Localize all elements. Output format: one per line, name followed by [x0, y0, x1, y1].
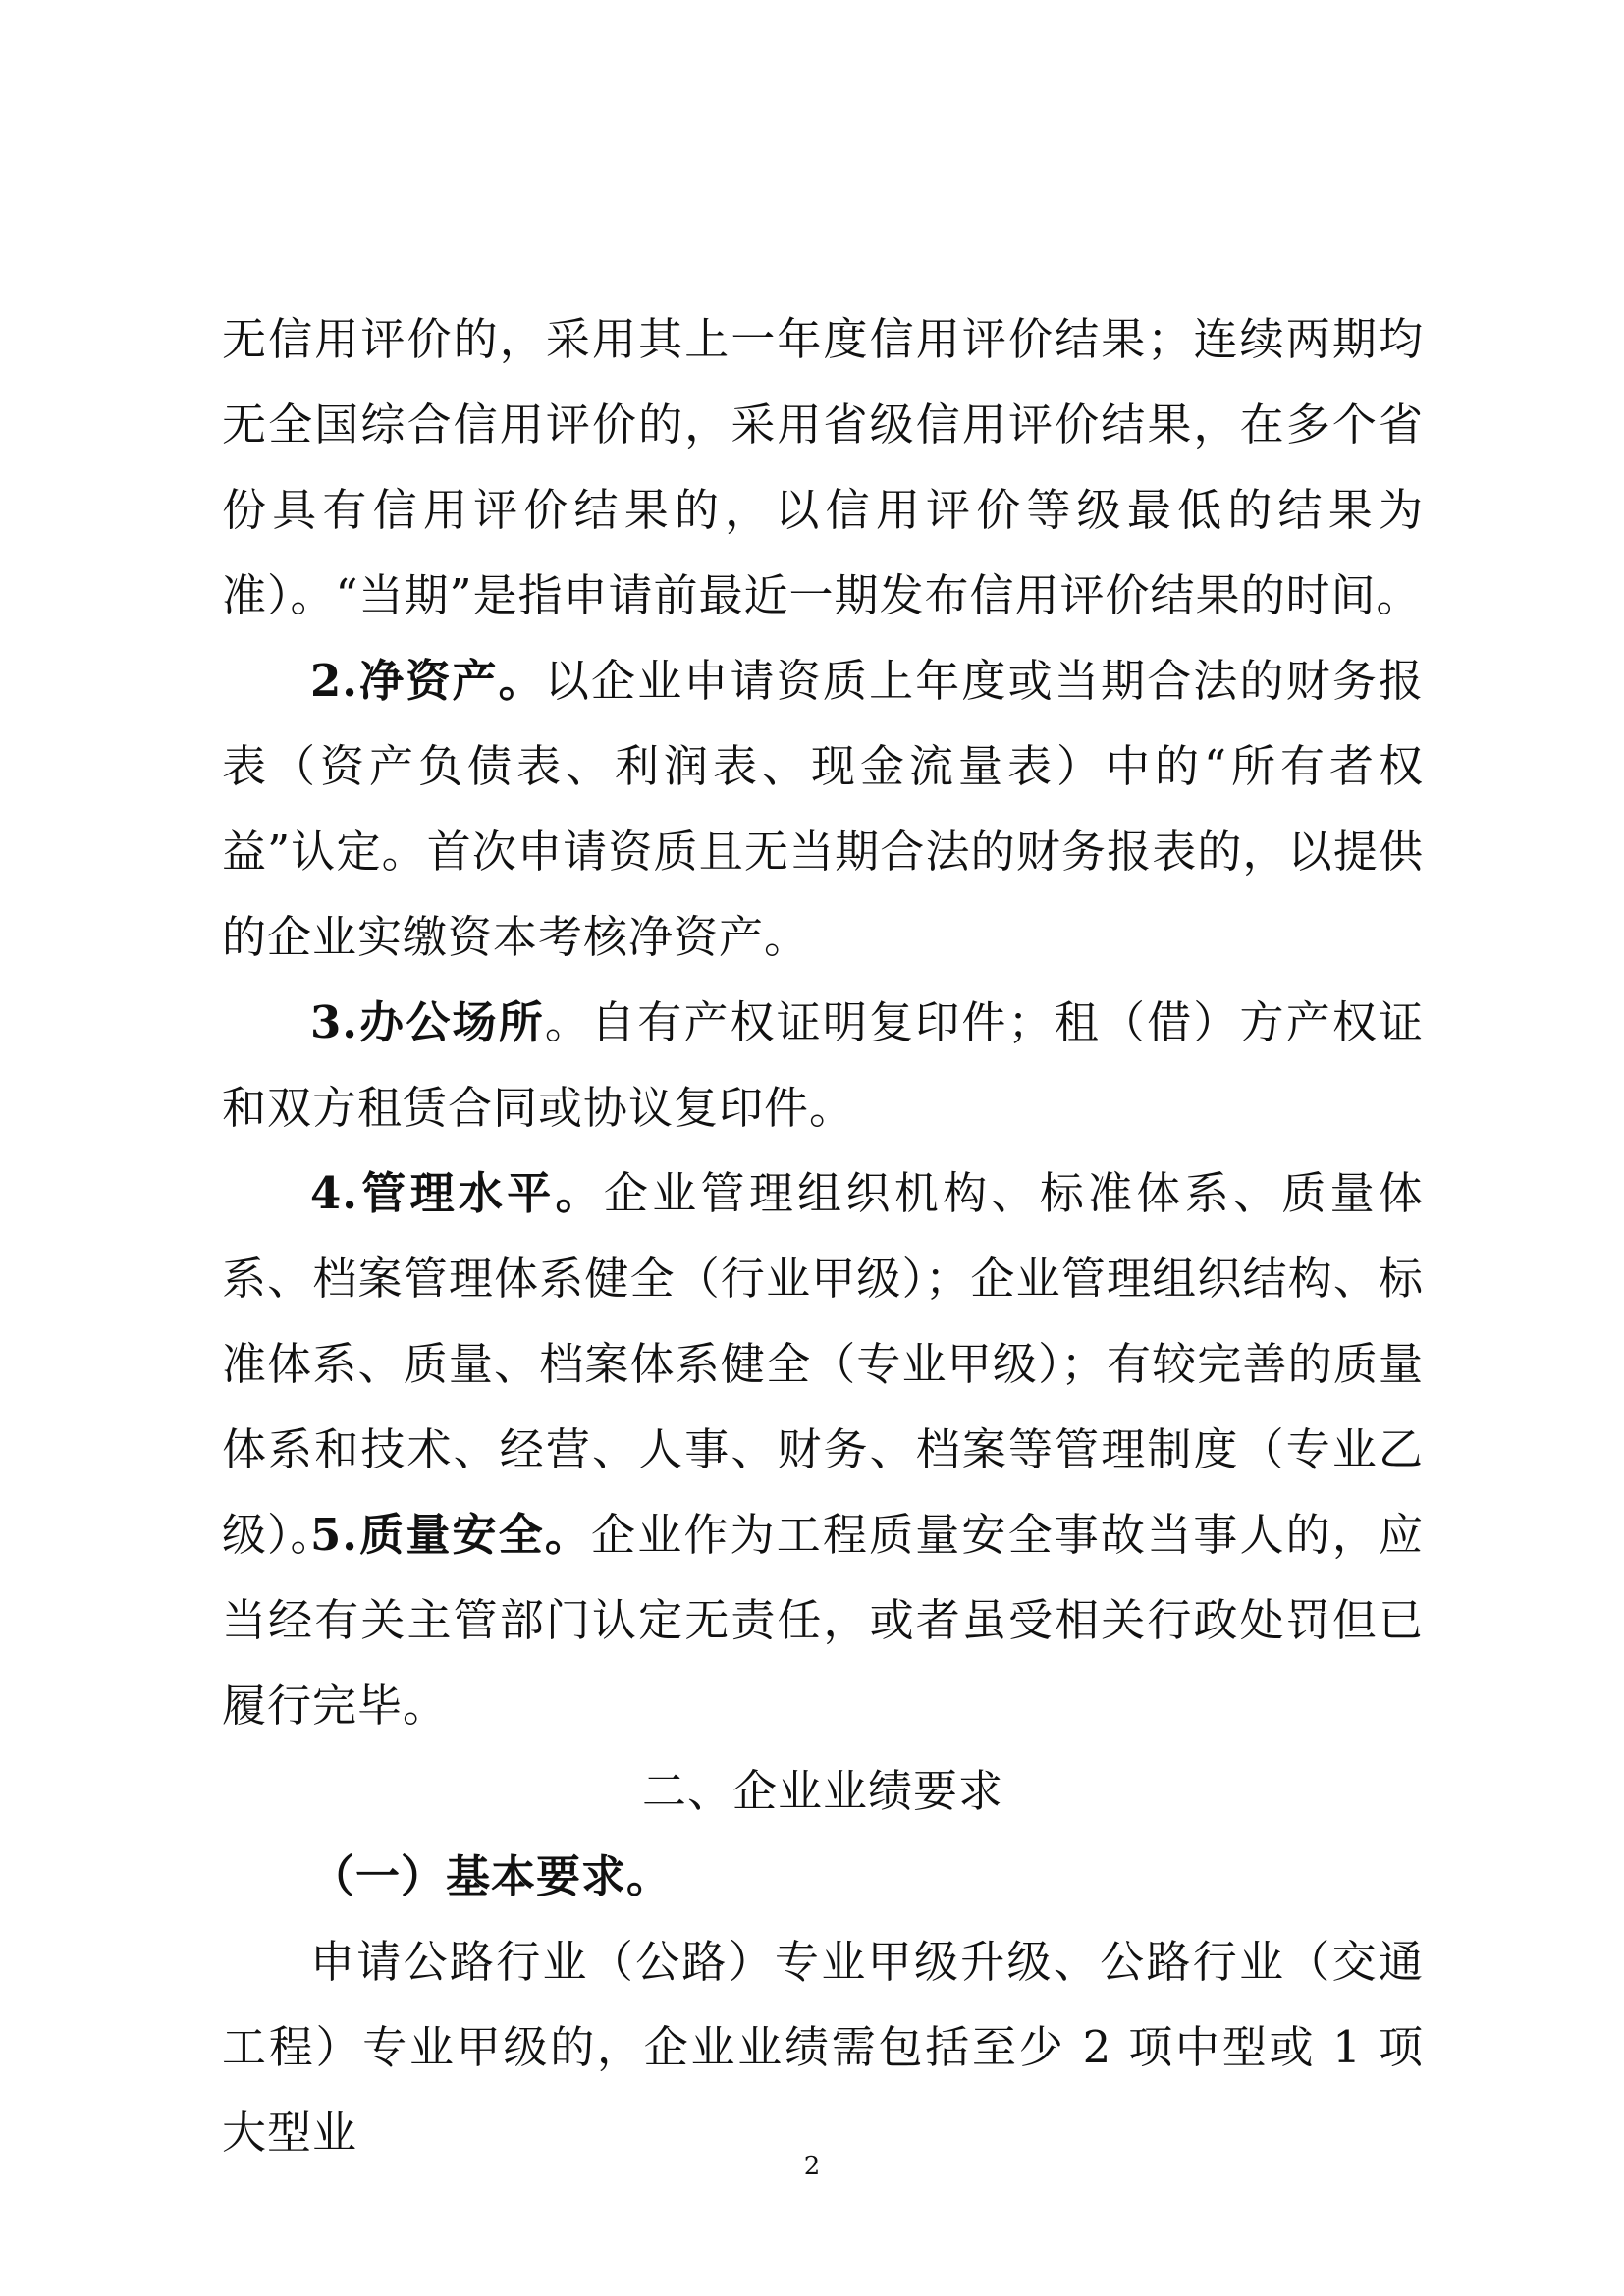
item-management-text: 企业管理组织机构、标准体系、质量体系、档案管理体系健全（行业甲级）；企业管理组织结构、标准体系、质量、档案体系健全（专业甲级）；有较完善的质量体系和技术、经营、人事、财务、档案等管理制度（专业乙级）。: [222, 1167, 1424, 1561]
page-number: 2: [803, 2152, 821, 2181]
section-heading: 二、企业业绩要求: [641, 1765, 1003, 1817]
item-net-assets: [222, 638, 1424, 980]
continued-paragraph: [222, 296, 1424, 638]
subsection-heading: （一）基本要求。: [310, 1850, 673, 1902]
final-paragraph: [222, 1919, 1424, 2175]
item-office: [222, 980, 1424, 1150]
continued-paragraph-text: 无信用评价的，采用其上一年度信用评价结果；连续两期均无全国综合信用评价的，采用省级信用评价结果，在多个省份具有信用评价结果的，以信用评价等级最低的结果为准）。“当期”是指申请前最近一期发布信用评价结果的时间。: [222, 313, 1424, 621]
item-quality-safety-title: 5.质量安全。: [310, 1509, 592, 1561]
item-management-title: 4.管理水平。: [310, 1167, 604, 1219]
final-paragraph-text: 申请公路行业（公路）专业甲级升级、公路行业（交通工程）专业甲级的，企业业绩需包括至少 2 项中型或 1 项大型业: [222, 1936, 1424, 2159]
item-quality-safety: [222, 1492, 1424, 1748]
item-office-text: 。自有产权证明复印件；租（借）方产权证和双方租赁合同或协议复印件。: [222, 996, 1424, 1134]
item-net-assets-title: 2.净资产。: [310, 655, 545, 707]
item-office-title: 3.办公场所: [310, 996, 545, 1048]
item-quality-safety-text: 企业作为工程质量安全事故当事人的，应当经有关主管部门认定无责任，或者虽受相关行政处罚但已履行完毕。: [222, 1509, 1424, 1732]
item-net-assets-text: 以企业申请资质上年度或当期合法的财务报表（资产负债表、利润表、现金流量表）中的“所有者权益”认定。首次申请资质且无当期合法的财务报表的，以提供的企业实缴资本考核净资产。: [222, 655, 1424, 963]
